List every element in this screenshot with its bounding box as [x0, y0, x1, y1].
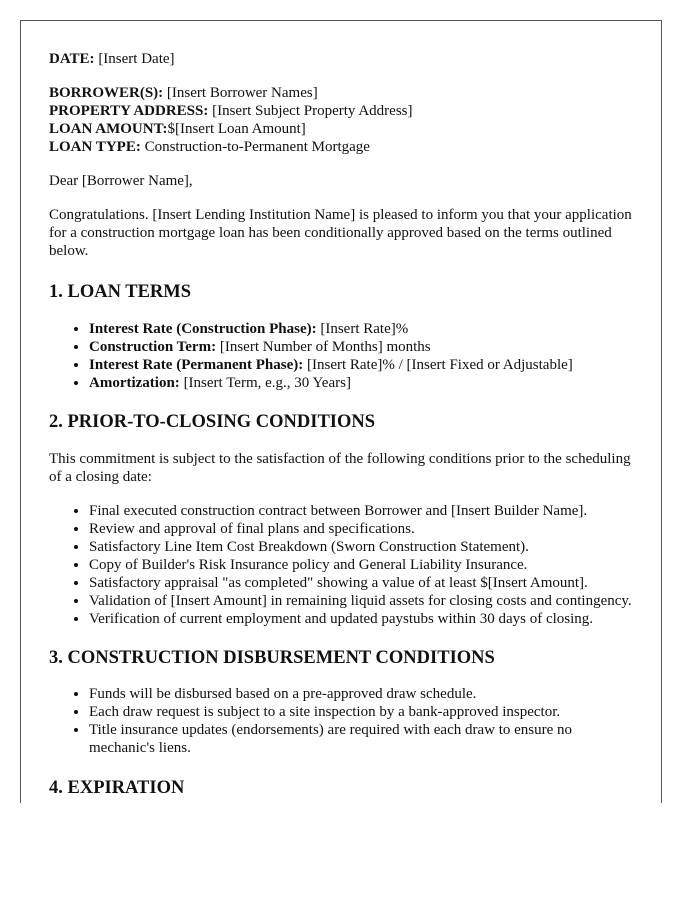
term-value: [Insert Number of Months] months: [219, 339, 431, 355]
list-item: [89, 356, 633, 374]
loan-amount-line: [49, 120, 633, 138]
section-heading-prior-conditions: 2. PRIOR-TO-CLOSING CONDITIONS: [49, 412, 376, 432]
list-item: [89, 338, 633, 356]
loan-amount-label: LOAN AMOUNT:: [49, 121, 168, 137]
borrowers-line: [49, 84, 633, 102]
property-address-value: [Insert Subject Property Address]: [212, 103, 413, 119]
salutation: Dear [Borrower Name],: [49, 173, 193, 189]
list-item: • Final executed construction contract between Borrower and [Insert Builder Name].: [89, 502, 633, 520]
list-item: • Verification of current employment and updated paystubs within 30 days of closing.: [89, 610, 633, 628]
list-item: • Each draw request is subject to a site inspection by a bank-approved inspector.: [89, 703, 633, 721]
section-heading-loan-terms: 1. LOAN TERMS: [49, 282, 192, 302]
borrowers-label: BORROWER(S):: [49, 85, 164, 101]
loan-details-block: [49, 84, 633, 156]
list-item: • Funds will be disbursed based on a pre-approved draw schedule.: [89, 685, 633, 703]
section-heading-disbursement: 3. CONSTRUCTION DISBURSEMENT CONDITIONS: [49, 648, 495, 668]
loan-amount-value: $[Insert Loan Amount]: [167, 121, 306, 137]
date-block: [49, 50, 633, 68]
list-item: [89, 374, 633, 392]
loan-type-label: LOAN TYPE:: [49, 139, 141, 155]
term-value: [Insert Term, e.g., 30 Years]: [183, 375, 351, 391]
list-item: • Copy of Builder's Risk Insurance policy and General Liability Insurance.: [89, 556, 633, 574]
term-label: Amortization:: [89, 375, 180, 391]
list-item: • Title insurance updates (endorsements) are required with each draw to ensure no mechanic's liens.: [89, 721, 633, 757]
intro-paragraph: Congratulations. [Insert Lending Institution Name] is pleased to inform you that your application for a construction mortgage loan has been conditionally approved based on the terms outlined below.: [49, 207, 632, 259]
list-item: [89, 320, 633, 338]
disbursement-list: [49, 685, 633, 757]
date-line: [49, 50, 633, 68]
term-label: Interest Rate (Permanent Phase):: [89, 357, 304, 373]
property-address-label: PROPERTY ADDRESS:: [49, 103, 209, 119]
section-heading-next: 4. EXPIRATION: [49, 778, 185, 798]
property-address-line: [49, 102, 633, 120]
term-label: Interest Rate (Construction Phase):: [89, 321, 317, 337]
loan-terms-list: [49, 320, 633, 392]
list-item: • Satisfactory appraisal "as completed" showing a value of at least $[Insert Amount].: [89, 574, 633, 592]
list-item: • Satisfactory Line Item Cost Breakdown (Sworn Construction Statement).: [89, 538, 633, 556]
prior-conditions-list: [49, 502, 633, 628]
list-item: • Review and approval of final plans and specifications.: [89, 520, 633, 538]
prior-conditions-intro: This commitment is subject to the satisfaction of the following conditions prior to the scheduling of a closing date:: [49, 451, 631, 485]
borrowers-value: [Insert Borrower Names]: [166, 85, 318, 101]
term-label: Construction Term:: [89, 339, 217, 355]
list-item: • Validation of [Insert Amount] in remaining liquid assets for closing costs and contingency.: [89, 592, 633, 610]
loan-type-line: [49, 138, 633, 156]
date-value: [Insert Date]: [98, 51, 175, 67]
letter-content: [21, 21, 661, 799]
term-value: [Insert Rate]%: [320, 321, 409, 337]
date-label: DATE:: [49, 51, 95, 67]
document-page: [20, 20, 662, 803]
loan-type-value: Construction-to-Permanent Mortgage: [144, 139, 370, 155]
term-value: [Insert Rate]% / [Insert Fixed or Adjustable]: [307, 357, 573, 373]
